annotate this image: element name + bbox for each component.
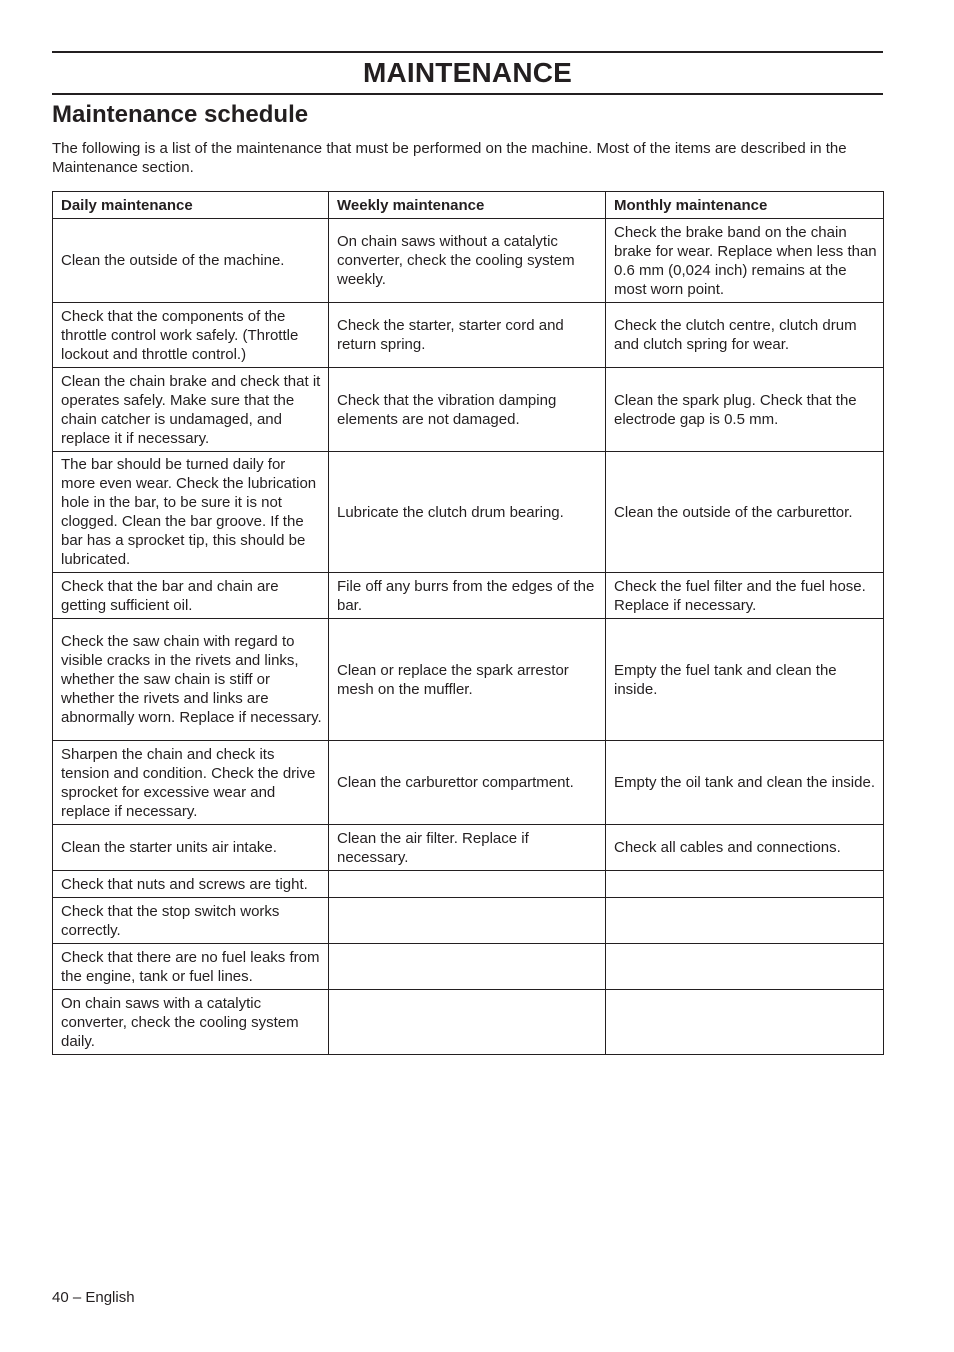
table-cell [606,990,884,1055]
intro-paragraph: The following is a list of the maintenance that must be performed on the machine. Most of the items are described in the Maintenance section. [52,140,847,176]
table-cell: Clean the air filter. Replace if necessary. [329,825,606,871]
column-header-monthly: Monthly maintenance [606,192,884,219]
table-cell: Check the clutch centre, clutch drum and clutch spring for wear. [606,303,884,368]
table-cell [606,944,884,990]
table-cell: On chain saws without a catalytic converter, check the cooling system weekly. [329,219,606,303]
table-cell: Empty the oil tank and clean the inside. [606,741,884,825]
column-header-weekly: Weekly maintenance [329,192,606,219]
table-row [53,219,884,303]
table-row [53,871,884,898]
table-cell: Check that the stop switch works correctly. [53,898,329,944]
table-cell: Check the brake band on the chain brake for wear. Replace when less than 0.6 mm (0,024 inch) remains at the most worn point. [606,219,884,303]
column-header-daily: Daily maintenance [53,192,329,219]
section-title: MAINTENANCE [362,57,573,88]
table-row [53,452,884,573]
table-cell: Check that nuts and screws are tight. [53,871,329,898]
table-cell: Clean the starter units air intake. [53,825,329,871]
table-cell: Clean the chain brake and check that it operates safely. Make sure that the chain catcher is undamaged, and replace it if necessary. [53,368,329,452]
table-cell: Clean the spark plug. Check that the electrode gap is 0.5 mm. [606,368,884,452]
table-row [53,303,884,368]
table-cell [329,871,606,898]
table-cell: Lubricate the clutch drum bearing. [329,452,606,573]
table-cell [606,898,884,944]
table-header-row [53,192,884,219]
table-row [53,898,884,944]
table-cell: Check the starter, starter cord and return spring. [329,303,606,368]
table-row [53,619,884,741]
table-row [53,825,884,871]
table-cell: Check the saw chain with regard to visible cracks in the rivets and links, whether the saw chain is stiff or whether the rivets and links are abnormally worn. Replace if necessary. [53,619,329,741]
table-cell [606,871,884,898]
table-row [53,741,884,825]
table-cell: Check all cables and connections. [606,825,884,871]
table-row [53,573,884,619]
table-cell: Clean the outside of the machine. [53,219,329,303]
table-cell: Clean or replace the spark arrestor mesh on the muffler. [329,619,606,741]
table-cell: Check that the vibration damping elements are not damaged. [329,368,606,452]
maintenance-schedule-table [52,191,884,1055]
table-cell: Sharpen the chain and check its tension and condition. Check the drive sprocket for excessive wear and replace if necessary. [53,741,329,825]
table-cell: Empty the fuel tank and clean the inside. [606,619,884,741]
table-row [53,990,884,1055]
table-cell [329,944,606,990]
table-cell: Check that there are no fuel leaks from the engine, tank or fuel lines. [53,944,329,990]
table-cell: On chain saws with a catalytic converter, check the cooling system daily. [53,990,329,1055]
header-top-rule [52,51,883,53]
table-row [53,368,884,452]
table-cell: Clean the outside of the carburettor. [606,452,884,573]
table-cell: Clean the carburettor compartment. [329,741,606,825]
table-row [53,944,884,990]
page-heading: Maintenance schedule [52,101,309,128]
table-cell: Check that the bar and chain are getting sufficient oil. [53,573,329,619]
table-cell [329,898,606,944]
table-cell: Check that the components of the throttle control work safely. (Throttle lockout and throttle control.) [53,303,329,368]
page-footer: 40 – English [52,1289,135,1306]
table-cell [329,990,606,1055]
table-cell: The bar should be turned daily for more even wear. Check the lubrication hole in the bar, to be sure it is not clogged. Clean the bar groove. If the bar has a sprocket tip, this should be lubricated. [53,452,329,573]
table-cell: Check the fuel filter and the fuel hose. Replace if necessary. [606,573,884,619]
header-bottom-rule [52,93,883,95]
table-cell: File off any burrs from the edges of the bar. [329,573,606,619]
